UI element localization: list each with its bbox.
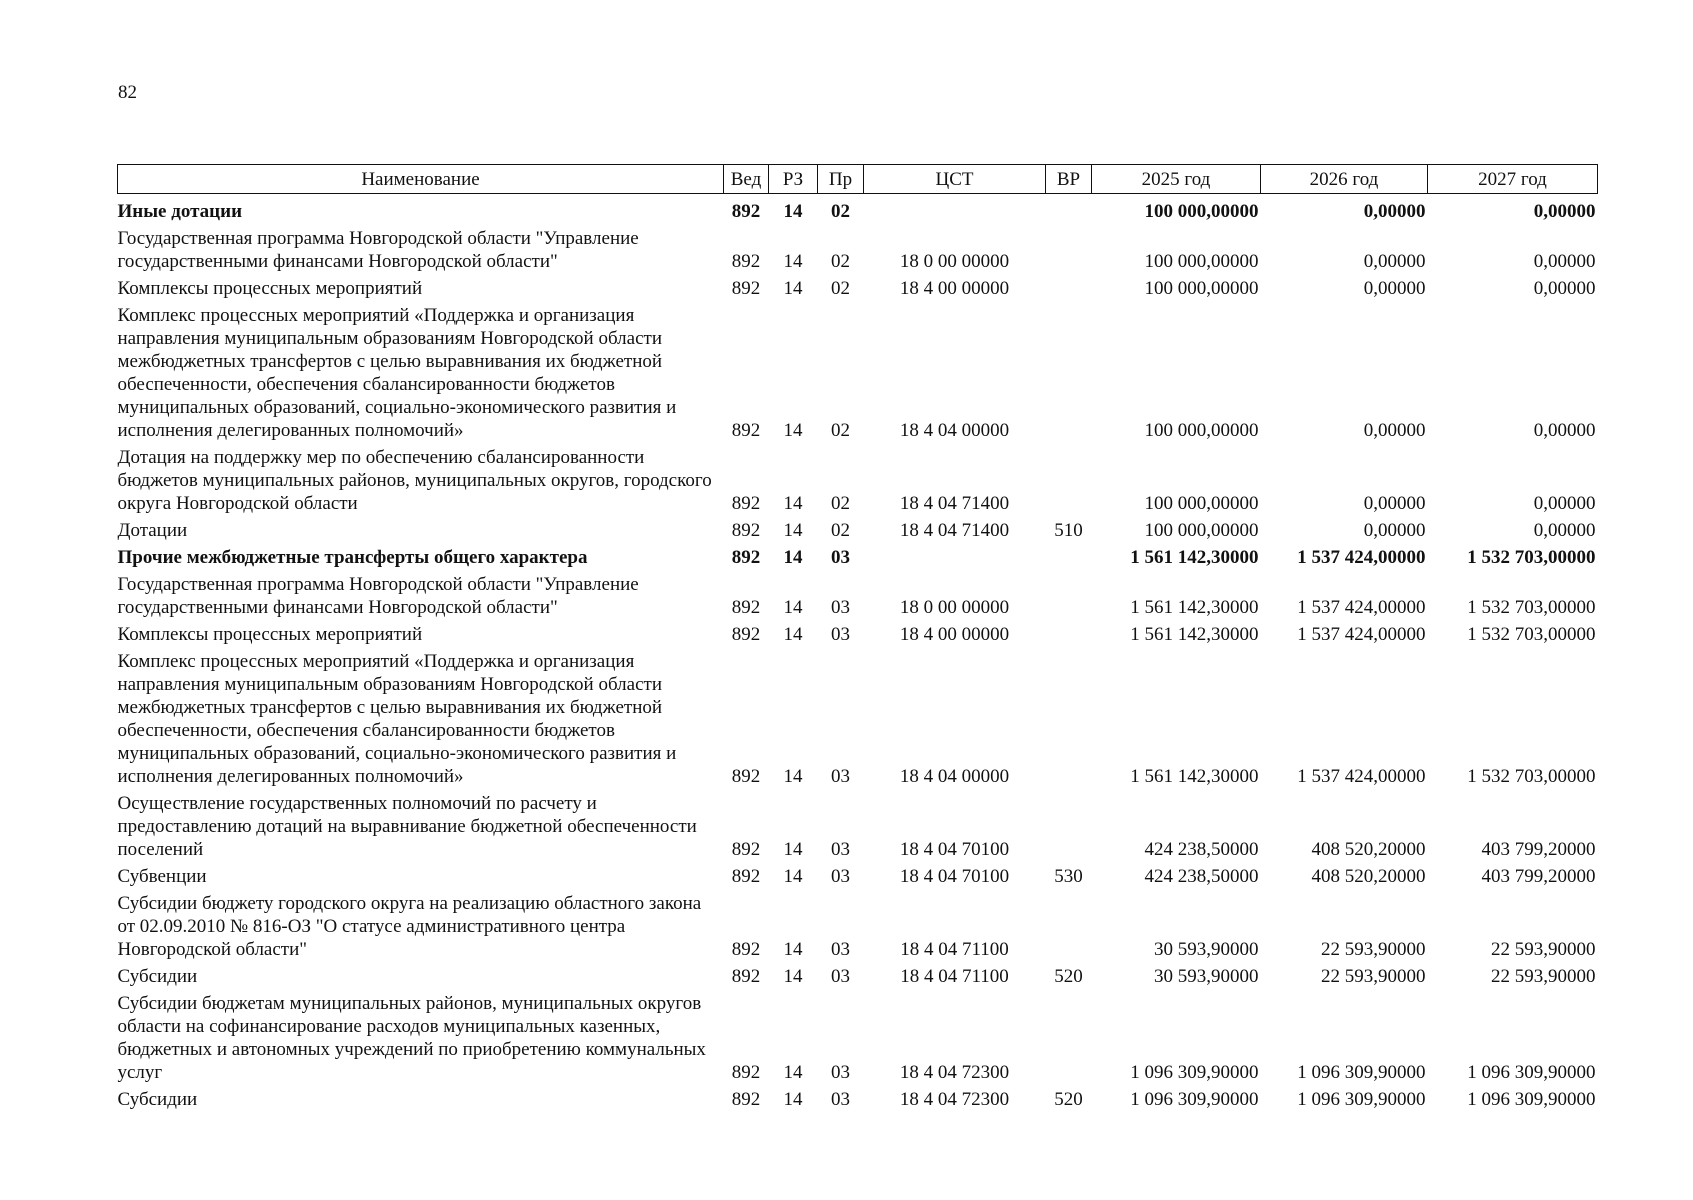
page-number: 82 <box>118 82 137 103</box>
table-row <box>118 1087 1598 1114</box>
cell-ved: 892 <box>731 520 761 541</box>
cell-pr: 03 <box>831 1062 850 1083</box>
cell-2025: 424 238,50000 <box>1144 866 1259 887</box>
cell-pr: 03 <box>831 597 850 618</box>
cell-rz: 14 <box>783 966 803 987</box>
cell-pr: 03 <box>831 839 850 860</box>
cell-2027: 0,00000 <box>1533 520 1596 541</box>
cell-cst: 18 4 04 71100 <box>900 939 1009 960</box>
cell-name: Осуществление государственных полномочий по расчету и предоставлению дотаций на выравнивание бюджетной обеспеченности поселений <box>117 793 697 860</box>
table-row <box>118 964 1598 991</box>
cell-2027: 0,00000 <box>1533 493 1596 514</box>
cell-ved: 892 <box>731 597 761 618</box>
cell-ved: 892 <box>731 1062 761 1083</box>
cell-name: Государственная программа Новгородской области "Управление государственными финансами Новгородской области" <box>117 228 639 272</box>
cell-cst: 18 4 04 72300 <box>899 1089 1010 1110</box>
table-row <box>118 445 1598 518</box>
cell-2027: 1 096 309,90000 <box>1467 1062 1596 1083</box>
cell-2026: 22 593,90000 <box>1321 966 1426 987</box>
table-row <box>118 891 1598 964</box>
cell-cst: 18 4 04 00000 <box>899 420 1010 441</box>
cell-2027: 0,00000 <box>1533 420 1596 441</box>
cell-2027: 403 799,20000 <box>1481 866 1596 887</box>
cell-2027: 1 532 703,00000 <box>1467 624 1596 645</box>
header-pr: Пр <box>818 165 864 194</box>
cell-2026: 408 520,20000 <box>1311 839 1426 860</box>
cell-2025: 1 561 142,30000 <box>1130 547 1259 568</box>
header-ved: Вед <box>724 165 769 194</box>
table-row <box>118 194 1598 227</box>
cell-2027: 22 593,90000 <box>1491 966 1596 987</box>
cell-2026: 1 096 309,90000 <box>1297 1062 1426 1083</box>
cell-name: Комплекс процессных мероприятий «Поддержка и организация направления муниципальным образованиям Новгородской области межбюджетных трансфертов с целью выравнивания их бюджетной обеспеченности, обеспечения сбалансированности бюджетов муниципальных образований, социально-экономического развития и исполнения делегированных полномочий» <box>117 305 677 441</box>
cell-rz: 14 <box>783 939 803 960</box>
cell-pr: 02 <box>831 520 850 541</box>
cell-ved: 892 <box>731 966 761 987</box>
cell-ved: 892 <box>731 766 761 787</box>
cell-2026: 0,00000 <box>1363 201 1426 222</box>
cell-2025: 1 561 142,30000 <box>1130 624 1259 645</box>
cell-2026: 0,00000 <box>1363 520 1426 541</box>
cell-ved: 892 <box>731 278 761 299</box>
cell-pr: 02 <box>831 201 850 222</box>
table-row <box>118 649 1598 791</box>
cell-2025: 100 000,00000 <box>1144 520 1259 541</box>
cell-cst: 18 4 04 71400 <box>899 493 1010 514</box>
cell-pr: 03 <box>831 624 850 645</box>
header-2027: 2027 год <box>1428 165 1598 194</box>
budget-table <box>117 164 1598 1114</box>
cell-name: Комплексы процессных мероприятий <box>117 278 423 299</box>
cell-name: Дотации <box>117 520 188 541</box>
cell-ved: 892 <box>731 866 761 887</box>
table-row <box>118 572 1598 622</box>
header-name: Наименование <box>118 165 724 194</box>
cell-vr: 530 <box>1054 866 1083 887</box>
cell-name: Комплекс процессных мероприятий «Поддержка и организация направления муниципальным образованиям Новгородской области межбюджетных трансфертов с целью выравнивания их бюджетной обеспеченности, обеспечения сбалансированности бюджетов муниципальных образований, социально-экономического развития и исполнения делегированных полномочий» <box>117 651 677 787</box>
cell-2025: 30 593,90000 <box>1154 966 1259 987</box>
cell-2025: 424 238,50000 <box>1144 839 1259 860</box>
cell-2027: 0,00000 <box>1533 251 1596 272</box>
header-vr: ВР <box>1046 165 1092 194</box>
cell-cst: 18 4 04 70100 <box>899 839 1010 860</box>
cell-2026: 22 593,90000 <box>1321 939 1426 960</box>
cell-vr <box>1046 194 1092 227</box>
cell-2025: 100 000,00000 <box>1144 278 1259 299</box>
cell-cst: 18 4 04 72300 <box>899 1062 1010 1083</box>
cell-vr <box>1046 622 1092 649</box>
cell-2027: 1 532 703,00000 <box>1467 597 1596 618</box>
cell-ved: 892 <box>731 624 761 645</box>
cell-2026: 1 537 424,00000 <box>1297 766 1426 787</box>
header-cst: ЦСТ <box>864 165 1046 194</box>
cell-ved: 892 <box>731 1089 761 1110</box>
cell-pr: 03 <box>831 866 850 887</box>
cell-ved: 892 <box>731 547 761 568</box>
cell-2027: 1 532 703,00000 <box>1467 547 1596 568</box>
cell-rz: 14 <box>783 420 803 441</box>
cell-rz: 14 <box>783 597 803 618</box>
cell-rz: 14 <box>783 520 803 541</box>
cell-2026: 408 520,20000 <box>1311 866 1426 887</box>
cell-pr: 03 <box>831 966 850 987</box>
cell-ved: 892 <box>731 201 761 222</box>
cell-rz: 14 <box>783 1062 803 1083</box>
cell-2027: 0,00000 <box>1533 201 1596 222</box>
cell-cst <box>864 194 1046 227</box>
cell-name: Государственная программа Новгородской области "Управление государственными финансами Новгородской области" <box>117 574 639 618</box>
cell-2025: 1 096 309,90000 <box>1130 1089 1259 1110</box>
cell-name: Субсидии <box>117 966 198 987</box>
table-row <box>118 276 1598 303</box>
cell-vr: 520 <box>1054 1089 1083 1110</box>
table-header-row <box>118 165 1598 194</box>
header-2025: 2025 год <box>1092 165 1261 194</box>
cell-cst: 18 4 04 00000 <box>899 766 1010 787</box>
table-row <box>118 303 1598 445</box>
cell-cst <box>864 545 1046 572</box>
cell-rz: 14 <box>783 547 803 568</box>
cell-name: Субсидии <box>117 1089 198 1110</box>
table-row <box>118 991 1598 1087</box>
cell-rz: 14 <box>783 201 803 222</box>
cell-2026: 1 537 424,00000 <box>1297 624 1426 645</box>
cell-cst: 18 4 04 71100 <box>900 966 1009 987</box>
cell-pr: 03 <box>831 547 850 568</box>
table-row <box>118 518 1598 545</box>
cell-ved: 892 <box>731 420 761 441</box>
cell-2026: 1 096 309,90000 <box>1297 1089 1426 1110</box>
cell-pr: 03 <box>831 939 850 960</box>
cell-rz: 14 <box>783 1089 803 1110</box>
cell-2027: 403 799,20000 <box>1481 839 1596 860</box>
cell-vr <box>1046 791 1092 864</box>
cell-2027: 1 532 703,00000 <box>1467 766 1596 787</box>
cell-2025: 1 096 309,90000 <box>1130 1062 1259 1083</box>
cell-2026: 0,00000 <box>1363 420 1426 441</box>
cell-rz: 14 <box>783 493 803 514</box>
cell-2026: 1 537 424,00000 <box>1297 547 1426 568</box>
cell-pr: 03 <box>831 1089 850 1110</box>
cell-vr <box>1046 572 1092 622</box>
cell-2026: 0,00000 <box>1363 251 1426 272</box>
cell-vr: 520 <box>1054 966 1083 987</box>
header-2026: 2026 год <box>1261 165 1428 194</box>
cell-pr: 02 <box>831 278 850 299</box>
cell-cst: 18 4 04 71400 <box>899 520 1010 541</box>
cell-vr: 510 <box>1054 520 1083 541</box>
table-row <box>118 791 1598 864</box>
cell-vr <box>1046 303 1092 445</box>
cell-name: Субвенции <box>117 866 207 887</box>
cell-rz: 14 <box>783 624 803 645</box>
cell-2026: 0,00000 <box>1363 278 1426 299</box>
table-row <box>118 864 1598 891</box>
table-row <box>118 622 1598 649</box>
table-row <box>118 226 1598 276</box>
cell-2027: 1 096 309,90000 <box>1467 1089 1596 1110</box>
cell-vr <box>1046 891 1092 964</box>
cell-rz: 14 <box>783 766 803 787</box>
cell-rz: 14 <box>783 251 803 272</box>
cell-2025: 100 000,00000 <box>1144 201 1259 222</box>
cell-pr: 02 <box>831 251 850 272</box>
cell-name: Иные дотации <box>117 201 243 222</box>
cell-vr <box>1046 445 1092 518</box>
cell-name: Субсидии бюджету городского округа на реализацию областного закона от 02.09.2010 № 816-ОЗ "О статусе административного центра Новгородской области" <box>117 893 702 960</box>
header-rz: РЗ <box>769 165 818 194</box>
cell-2026: 1 537 424,00000 <box>1297 597 1426 618</box>
cell-vr <box>1046 226 1092 276</box>
cell-name: Дотация на поддержку мер по обеспечению сбалансированности бюджетов муниципальных районов, муниципальных округов, городского округа Новгородской области <box>117 447 712 514</box>
cell-name: Субсидии бюджетам муниципальных районов, муниципальных округов области на софинансирование расходов муниципальных казенных, бюджетных и автономных учреждений по приобретению коммунальных услуг <box>117 993 706 1083</box>
cell-vr <box>1046 276 1092 303</box>
cell-pr: 02 <box>831 493 850 514</box>
cell-cst: 18 4 00 00000 <box>899 624 1010 645</box>
cell-2025: 100 000,00000 <box>1144 493 1259 514</box>
cell-2026: 0,00000 <box>1363 493 1426 514</box>
cell-name: Прочие межбюджетные трансферты общего характера <box>117 547 588 568</box>
cell-ved: 892 <box>731 939 761 960</box>
cell-rz: 14 <box>783 866 803 887</box>
cell-vr <box>1046 991 1092 1087</box>
cell-name: Комплексы процессных мероприятий <box>117 624 423 645</box>
cell-2025: 30 593,90000 <box>1154 939 1259 960</box>
cell-ved: 892 <box>731 251 761 272</box>
cell-ved: 892 <box>731 839 761 860</box>
cell-vr <box>1046 649 1092 791</box>
cell-cst: 18 0 00 00000 <box>899 251 1010 272</box>
cell-rz: 14 <box>783 278 803 299</box>
cell-2027: 22 593,90000 <box>1491 939 1596 960</box>
cell-2025: 100 000,00000 <box>1144 420 1259 441</box>
cell-cst: 18 4 04 70100 <box>899 866 1010 887</box>
table-body <box>118 194 1598 1115</box>
cell-2025: 1 561 142,30000 <box>1130 766 1259 787</box>
cell-vr <box>1046 545 1092 572</box>
cell-ved: 892 <box>731 493 761 514</box>
budget-table-container <box>117 164 1597 1114</box>
cell-cst: 18 0 00 00000 <box>899 597 1010 618</box>
cell-pr: 03 <box>831 766 850 787</box>
cell-2027: 0,00000 <box>1533 278 1596 299</box>
cell-rz: 14 <box>783 839 803 860</box>
table-row <box>118 545 1598 572</box>
cell-cst: 18 4 00 00000 <box>899 278 1010 299</box>
cell-2025: 100 000,00000 <box>1144 251 1259 272</box>
cell-2025: 1 561 142,30000 <box>1130 597 1259 618</box>
cell-pr: 02 <box>831 420 850 441</box>
